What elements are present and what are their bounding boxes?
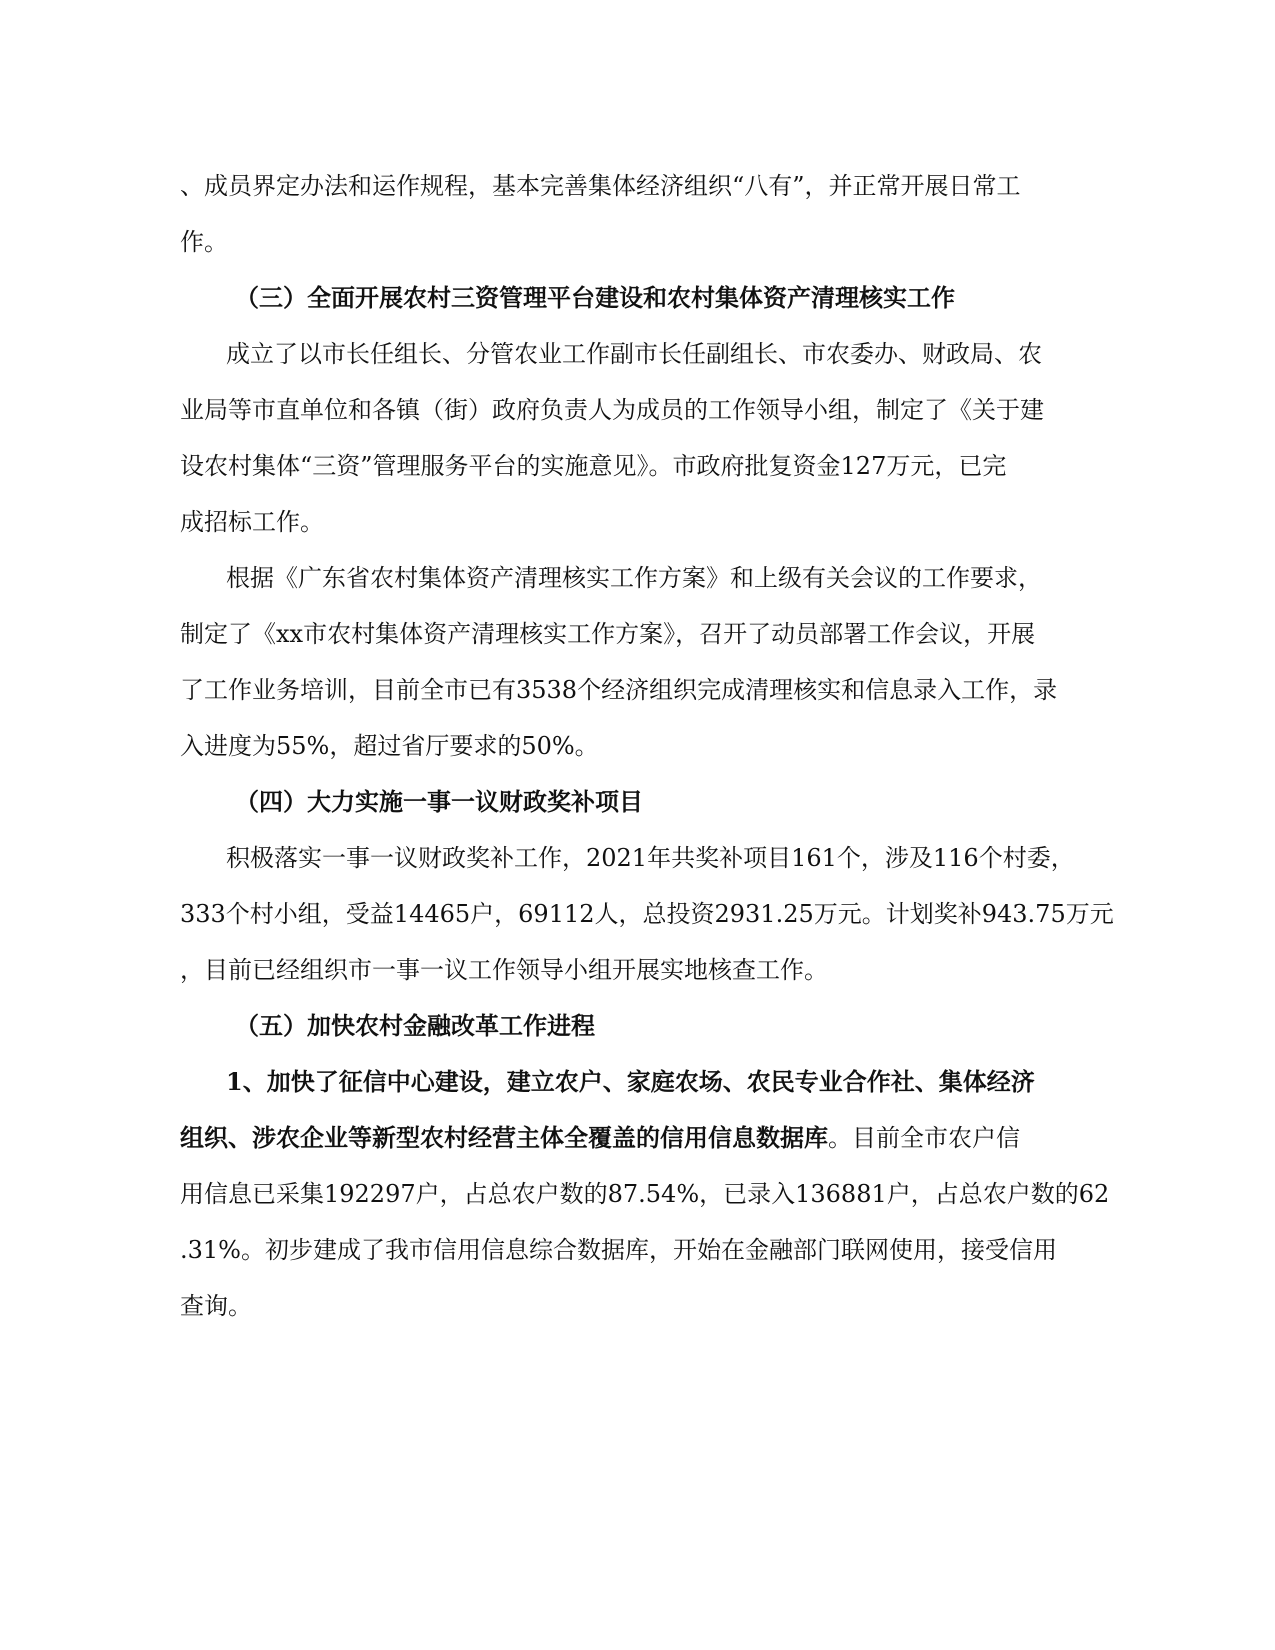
paragraph-line: 根据《广东省农村集体资产清理核实工作方案》和上级有关会议的工作要求， <box>226 564 1042 592</box>
section-heading-4: （四）大力实施一事一议财政奖补项目 <box>235 787 643 816</box>
paragraph-line: 用信息已采集192297户，占总农户数的87.54%，已录入136881户，占总农户数的62 <box>180 1180 1110 1208</box>
paragraph-line: 作。 <box>180 228 228 256</box>
paragraph-line: 、成员界定办法和运作规程，基本完善集体经济组织“八有”，并正常开展日常工 <box>180 172 1021 200</box>
paragraph-line: 成立了以市长任组长、分管农业工作副市长任副组长、市农委办、财政局、农 <box>226 340 1042 368</box>
paragraph-line: .31%。初步建成了我市信用信息综合数据库，开始在金融部门联网使用，接受信用 <box>180 1236 1057 1264</box>
paragraph-fragment: 。目前全市农户信 <box>828 1124 1020 1152</box>
paragraph-line: 业局等市直单位和各镇（街）政府负责人为成员的工作领导小组，制定了《关于建 <box>180 396 1044 424</box>
paragraph-line: 积极落实一事一议财政奖补工作，2021年共奖补项目161个，涉及116个村委， <box>226 844 1075 872</box>
paragraph-line: 333个村小组，受益14465户，69112人，总投资2931.25万元。计划奖补943.75万元 <box>180 900 1114 928</box>
paragraph-line: 查询。 <box>180 1292 252 1320</box>
mixed-paragraph-line <box>180 1118 1020 1158</box>
paragraph-line: 了工作业务培训，目前全市已有3538个经济组织完成清理核实和信息录入工作，录 <box>180 676 1058 704</box>
section-heading-5: （五）加快农村金融改革工作进程 <box>235 1011 595 1040</box>
paragraph-line: 制定了《xx市农村集体资产清理核实工作方案》，召开了动员部署工作会议，开展 <box>180 620 1036 648</box>
paragraph-line: 设农村集体“三资”管理服务平台的实施意见》。市政府批复资金127万元，已完 <box>180 452 1007 480</box>
paragraph-line: 入进度为55%，超过省厅要求的50%。 <box>180 732 599 760</box>
bold-lead-line: 1、加快了征信中心建设，建立农户、家庭农场、农民专业合作社、集体经济 <box>226 1067 1035 1096</box>
paragraph-line: 成招标工作。 <box>180 508 324 536</box>
section-heading-3: （三）全面开展农村三资管理平台建设和农村集体资产清理核实工作 <box>235 283 955 312</box>
paragraph-line: ，目前已经组织市一事一议工作领导小组开展实地核查工作。 <box>180 956 828 984</box>
bold-lead-fragment: 组织、涉农企业等新型农村经营主体全覆盖的信用信息数据库 <box>180 1123 828 1152</box>
